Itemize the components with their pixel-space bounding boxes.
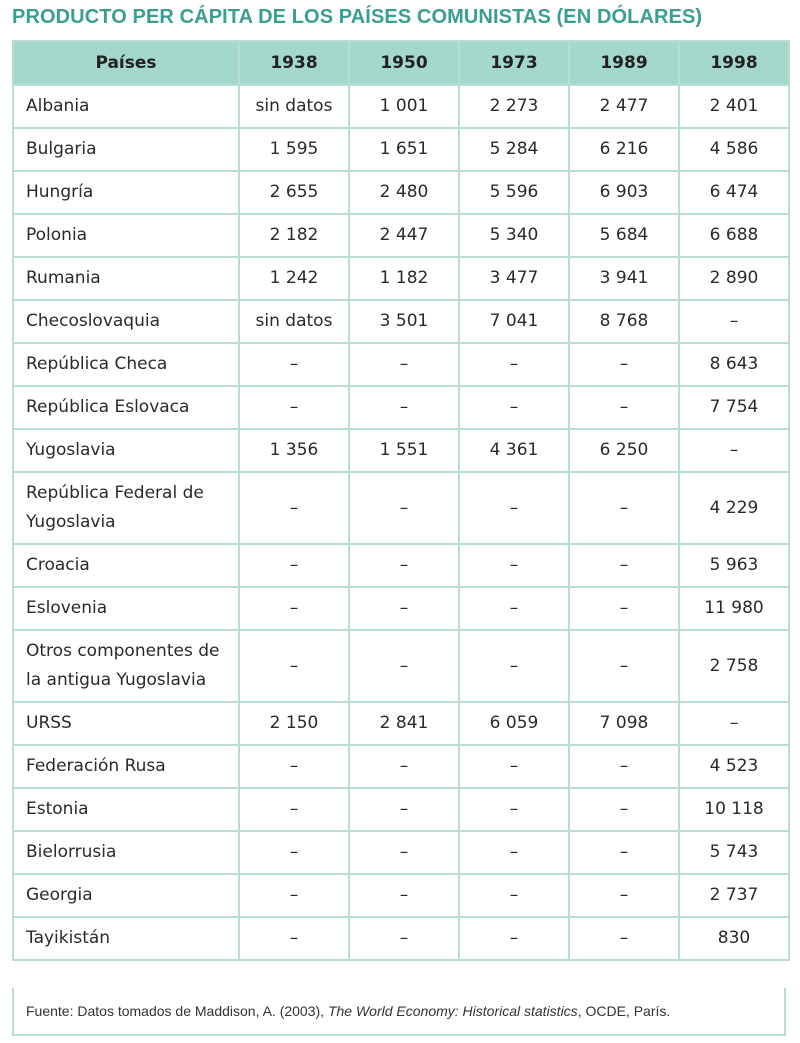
value-cell-1950: 3 501	[349, 300, 459, 343]
value-cell-1950: 1 551	[349, 429, 459, 472]
value-cell-1950: 2 480	[349, 171, 459, 214]
country-cell: URSS	[13, 702, 239, 745]
value-cell-1950: –	[349, 544, 459, 587]
value-cell-1950: 1 001	[349, 85, 459, 128]
header-row	[13, 41, 789, 85]
value-cell-1998: 2 401	[679, 85, 789, 128]
value-cell-1989: –	[569, 630, 679, 702]
value-cell-1973: –	[459, 587, 569, 630]
country-cell: República Federal de Yugoslavia	[13, 472, 239, 544]
value-cell-1950: –	[349, 343, 459, 386]
value-cell-1938: 1 242	[239, 257, 349, 300]
value-cell-1973: 6 059	[459, 702, 569, 745]
value-cell-1950: 2 841	[349, 702, 459, 745]
value-cell-1950: –	[349, 788, 459, 831]
value-cell-1938: –	[239, 472, 349, 544]
country-cell: Federación Rusa	[13, 745, 239, 788]
value-cell-1989: –	[569, 917, 679, 960]
value-cell-1973: 5 340	[459, 214, 569, 257]
value-cell-1998: 4 229	[679, 472, 789, 544]
column-header-1989: 1989	[569, 41, 679, 85]
value-cell-1989: –	[569, 386, 679, 429]
value-cell-1938: 2 182	[239, 214, 349, 257]
country-cell: Bielorrusia	[13, 831, 239, 874]
value-cell-1973: –	[459, 745, 569, 788]
value-cell-1950: –	[349, 917, 459, 960]
value-cell-1950: –	[349, 831, 459, 874]
value-cell-1998: 4 523	[679, 745, 789, 788]
source-work-title: The World Economy: Historical statistics	[327, 1003, 578, 1019]
value-cell-1989: –	[569, 343, 679, 386]
value-cell-1989: –	[569, 831, 679, 874]
value-cell-1998: 8 643	[679, 343, 789, 386]
value-cell-1998: 2 758	[679, 630, 789, 702]
value-cell-1973: –	[459, 386, 569, 429]
value-cell-1938: –	[239, 874, 349, 917]
country-cell: Croacia	[13, 544, 239, 587]
value-cell-1973: –	[459, 343, 569, 386]
value-cell-1950: 1 182	[349, 257, 459, 300]
country-cell: Estonia	[13, 788, 239, 831]
value-cell-1973: –	[459, 472, 569, 544]
value-cell-1989: –	[569, 874, 679, 917]
value-cell-1973: –	[459, 917, 569, 960]
table-row	[13, 300, 789, 343]
country-cell: Georgia	[13, 874, 239, 917]
value-cell-1938: –	[239, 917, 349, 960]
value-cell-1998: 2 737	[679, 874, 789, 917]
value-cell-1938: 1 595	[239, 128, 349, 171]
value-cell-1989: –	[569, 587, 679, 630]
table-row	[13, 128, 789, 171]
value-cell-1950: –	[349, 874, 459, 917]
table-row	[13, 85, 789, 128]
country-cell: República Checa	[13, 343, 239, 386]
country-cell: Otros componentes de la antigua Yugoslavia	[13, 630, 239, 702]
value-cell-1998: –	[679, 300, 789, 343]
table-row	[13, 745, 789, 788]
value-cell-1998: 11 980	[679, 587, 789, 630]
value-cell-1989: –	[569, 745, 679, 788]
column-header-1973: 1973	[459, 41, 569, 85]
value-cell-1973: –	[459, 788, 569, 831]
value-cell-1938: sin datos	[239, 85, 349, 128]
table-row	[13, 544, 789, 587]
value-cell-1938: –	[239, 745, 349, 788]
value-cell-1998: 6 688	[679, 214, 789, 257]
value-cell-1973: –	[459, 874, 569, 917]
table-row	[13, 214, 789, 257]
table-row	[13, 831, 789, 874]
value-cell-1973: 5 284	[459, 128, 569, 171]
value-cell-1938: –	[239, 788, 349, 831]
value-cell-1973: 3 477	[459, 257, 569, 300]
value-cell-1938: –	[239, 343, 349, 386]
table-row	[13, 788, 789, 831]
value-cell-1938: –	[239, 386, 349, 429]
value-cell-1989: 6 903	[569, 171, 679, 214]
value-cell-1998: –	[679, 429, 789, 472]
value-cell-1938: –	[239, 831, 349, 874]
country-cell: Yugoslavia	[13, 429, 239, 472]
value-cell-1998: 10 118	[679, 788, 789, 831]
country-cell: Bulgaria	[13, 128, 239, 171]
source-suffix: , OCDE, París.	[577, 1003, 671, 1019]
value-cell-1989: –	[569, 472, 679, 544]
table-body	[13, 85, 789, 960]
value-cell-1938: –	[239, 587, 349, 630]
value-cell-1973: –	[459, 544, 569, 587]
value-cell-1973: 7 041	[459, 300, 569, 343]
value-cell-1973: –	[459, 831, 569, 874]
table-row	[13, 171, 789, 214]
table-title: PRODUCTO PER CÁPITA DE LOS PAÍSES COMUNISTAS (EN DÓLARES)	[12, 6, 703, 28]
value-cell-1989: 5 684	[569, 214, 679, 257]
value-cell-1989: 6 216	[569, 128, 679, 171]
column-header-1998: 1998	[679, 41, 789, 85]
value-cell-1950: 1 651	[349, 128, 459, 171]
country-cell: Rumania	[13, 257, 239, 300]
country-cell: Eslovenia	[13, 587, 239, 630]
table-row	[13, 702, 789, 745]
value-cell-1998: 5 743	[679, 831, 789, 874]
country-cell: Polonia	[13, 214, 239, 257]
gdp-per-capita-table	[12, 40, 790, 961]
value-cell-1989: 3 941	[569, 257, 679, 300]
value-cell-1989: 7 098	[569, 702, 679, 745]
value-cell-1950: –	[349, 587, 459, 630]
column-header-1950: 1950	[349, 41, 459, 85]
table-row	[13, 386, 789, 429]
value-cell-1998: 4 586	[679, 128, 789, 171]
table-row	[13, 429, 789, 472]
table-row	[13, 587, 789, 630]
value-cell-1950: –	[349, 472, 459, 544]
table-row	[13, 472, 789, 544]
source-note	[12, 988, 786, 1036]
value-cell-1989: 6 250	[569, 429, 679, 472]
value-cell-1998: 5 963	[679, 544, 789, 587]
table-row	[13, 257, 789, 300]
value-cell-1950: –	[349, 745, 459, 788]
value-cell-1998: 7 754	[679, 386, 789, 429]
value-cell-1938: 2 150	[239, 702, 349, 745]
table-row	[13, 917, 789, 960]
value-cell-1998: 2 890	[679, 257, 789, 300]
value-cell-1938: 2 655	[239, 171, 349, 214]
value-cell-1938: –	[239, 630, 349, 702]
table-row	[13, 343, 789, 386]
value-cell-1989: –	[569, 788, 679, 831]
value-cell-1950: 2 447	[349, 214, 459, 257]
value-cell-1950: –	[349, 386, 459, 429]
country-cell: Albania	[13, 85, 239, 128]
column-header-1938: 1938	[239, 41, 349, 85]
value-cell-1938: sin datos	[239, 300, 349, 343]
value-cell-1950: –	[349, 630, 459, 702]
column-header-countries: Países	[13, 41, 239, 85]
country-cell: República Eslovaca	[13, 386, 239, 429]
value-cell-1973: –	[459, 630, 569, 702]
value-cell-1989: 2 477	[569, 85, 679, 128]
value-cell-1973: 4 361	[459, 429, 569, 472]
value-cell-1989: 8 768	[569, 300, 679, 343]
value-cell-1998: –	[679, 702, 789, 745]
value-cell-1973: 2 273	[459, 85, 569, 128]
source-prefix: Fuente: Datos tomados de Maddison, A. (2003),	[26, 1003, 328, 1019]
table-row	[13, 630, 789, 702]
country-cell: Tayikistán	[13, 917, 239, 960]
table-row	[13, 874, 789, 917]
value-cell-1989: –	[569, 544, 679, 587]
value-cell-1973: 5 596	[459, 171, 569, 214]
value-cell-1938: –	[239, 544, 349, 587]
country-cell: Checoslovaquia	[13, 300, 239, 343]
value-cell-1998: 830	[679, 917, 789, 960]
value-cell-1998: 6 474	[679, 171, 789, 214]
value-cell-1938: 1 356	[239, 429, 349, 472]
country-cell: Hungría	[13, 171, 239, 214]
